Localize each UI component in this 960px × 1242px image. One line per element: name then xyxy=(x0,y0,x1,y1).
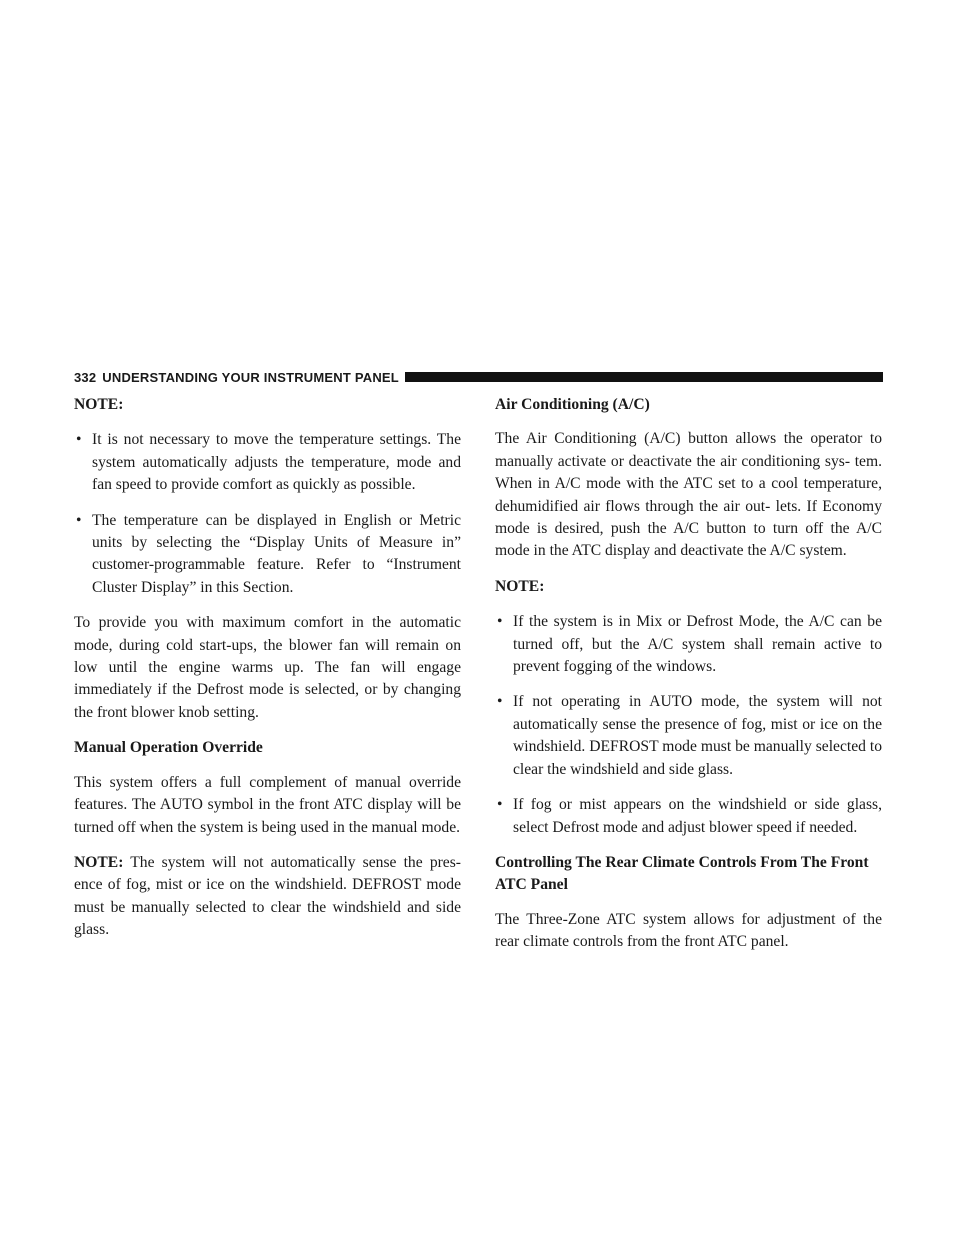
note-bullet-text: If the system is in Mix or Defrost Mode, the A/C can be turned off, but the A/C system shall remain active to prevent fogging of the windows. xyxy=(513,613,882,676)
bullet-icon: • xyxy=(76,431,82,449)
note-label: NOTE: xyxy=(495,577,545,595)
bullet-icon: • xyxy=(497,613,503,631)
header-rule xyxy=(405,372,883,382)
air-conditioning-paragraph: The Air Conditioning (A/C) button allows the operator to manually activate or deactivate the air conditioning sys- tem. When in A/C mode with the ATC set to a cool temperature, dehumidified air flows through the air out- lets. If Economy mode is desired, push the A/C button to turn off the A/C mode in the ATC display and deactivate the A/C system. xyxy=(495,430,882,560)
page-header xyxy=(74,369,883,385)
note-bullet-text: The temperature can be displayed in English or Metric units by selecting the “Display Units of Measure in” customer-programmable feature. Refer to “Instrument Cluster Display” in this Section. xyxy=(92,511,461,596)
bullet-icon: • xyxy=(497,693,503,711)
note-bullet-text: If not operating in AUTO mode, the system will not automatically sense the presence of fog, mist or ice on the windshield. DEFROST mode must be manually selected to clear the windshield and side glass. xyxy=(513,693,882,778)
note-bullet-item xyxy=(74,510,461,600)
rear-climate-paragraph: The Three-Zone ATC system allows for adjustment of the rear climate controls from the front ATC panel. xyxy=(495,910,882,951)
right-column xyxy=(495,394,882,967)
rear-climate-heading: Controlling The Rear Climate Controls From The Front ATC Panel xyxy=(495,853,869,894)
note-bullet-item xyxy=(74,429,461,496)
inline-note-label: NOTE: xyxy=(74,853,124,871)
note-bullet-text: If fog or mist appears on the windshield or side glass, select Defrost mode and adjust blower speed if needed. xyxy=(513,796,882,836)
bullet-icon: • xyxy=(76,511,82,529)
note-bullet-text: It is not necessary to move the temperature settings. The system automatically adjusts the temperature, mode and fan speed to provide comfort as quickly as possible. xyxy=(92,431,461,494)
section-title: UNDERSTANDING YOUR INSTRUMENT PANEL xyxy=(102,369,399,385)
inline-note-text: The system will not automatically sense the pres- ence of fog, mist or ice on the windshield. DEFROST mode must be manually selected to clear the windshield and side glass. xyxy=(74,853,461,939)
manual-override-paragraph: This system offers a full complement of manual override features. The AUTO symbol in the front ATC display will be turned off when the system is being used in the manual mode. xyxy=(74,773,461,836)
page-number: 332 xyxy=(74,369,97,385)
note-bullet-item xyxy=(495,611,882,678)
defrost-note-paragraph xyxy=(74,852,461,942)
ac-note-bullet-list xyxy=(495,611,882,839)
note-bullet-item xyxy=(495,794,882,839)
note-label: NOTE: xyxy=(74,396,124,413)
note-bullet-list xyxy=(74,429,461,599)
air-conditioning-heading: Air Conditioning (A/C) xyxy=(495,396,650,413)
left-column xyxy=(74,394,461,955)
bullet-icon: • xyxy=(497,796,503,814)
note-bullet-item xyxy=(495,691,882,781)
manual-override-heading: Manual Operation Override xyxy=(74,739,263,757)
comfort-paragraph: To provide you with maximum comfort in the automatic mode, during cold start-ups, the blower fan will remain on low until the engine warms up. The fan will engage immediately if the Defrost mode is selected, or by changing the front blower knob setting. xyxy=(74,614,461,721)
